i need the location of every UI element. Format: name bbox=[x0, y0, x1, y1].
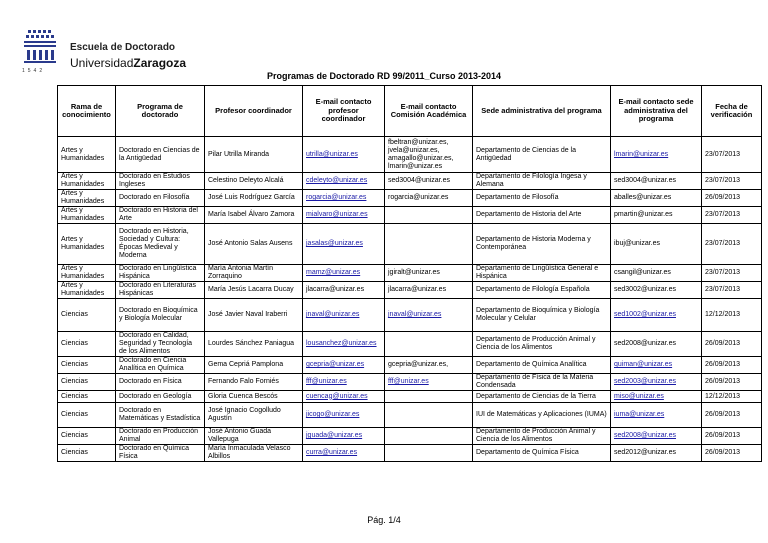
verification-date-cell: 23/07/2013 bbox=[702, 207, 762, 224]
column-header: Rama de conocimiento bbox=[58, 86, 116, 137]
admin-email-cell: aballes@unizar.es bbox=[611, 190, 702, 207]
verification-date-cell: 26/09/2013 bbox=[702, 445, 762, 462]
table-row bbox=[58, 428, 762, 445]
table-row bbox=[58, 282, 762, 299]
commission-email-cell: fbeltran@unizar.es, jvela@unizar.es, amagallo@unizar.es, lmarin@unizar.es bbox=[385, 137, 473, 173]
admin-email-cell: sed2008@unizar.es bbox=[611, 332, 702, 357]
admin-office-cell: IUI de Matemáticas y Aplicaciones (IUMA) bbox=[473, 403, 611, 428]
coordinator-cell: Gema Cepriá Pamplona bbox=[205, 357, 303, 374]
commission-email-cell bbox=[385, 224, 473, 265]
admin-office-cell: Departamento de Física de la Materia Condensada bbox=[473, 374, 611, 391]
admin-office-cell: Departamento de Ciencias de la Antigüedad bbox=[473, 137, 611, 173]
university-name: UniversidadZaragoza bbox=[70, 56, 187, 70]
commission-email-cell bbox=[385, 428, 473, 445]
commission-email-cell bbox=[385, 445, 473, 462]
commission-email-cell bbox=[385, 332, 473, 357]
branch-cell: Ciencias bbox=[58, 445, 116, 462]
verification-date-cell: 23/07/2013 bbox=[702, 282, 762, 299]
branch-cell: Ciencias bbox=[58, 332, 116, 357]
table-row bbox=[58, 299, 762, 332]
coordinator-cell: Lourdes Sánchez Paniagua bbox=[205, 332, 303, 357]
admin-office-cell: Departamento de Producción Animal y Ciencia de los Alimentos bbox=[473, 428, 611, 445]
coordinator-email-cell: jlacarra@unizar.es bbox=[303, 282, 385, 299]
branch-cell: Artes y Humanidades bbox=[58, 265, 116, 282]
coordinator-cell: Celestino Deleyto Alcalá bbox=[205, 173, 303, 190]
coordinator-email-link[interactable]: jicogo@unizar.es bbox=[303, 403, 385, 428]
admin-office-cell: Departamento de Filología Española bbox=[473, 282, 611, 299]
program-cell: Doctorado en Bioquímica y Biología Molecular bbox=[116, 299, 205, 332]
admin-email-cell: pmartin@unizar.es bbox=[611, 207, 702, 224]
coordinator-cell: Fernando Falo Forniés bbox=[205, 374, 303, 391]
verification-date-cell: 26/09/2013 bbox=[702, 357, 762, 374]
branch-cell: Artes y Humanidades bbox=[58, 207, 116, 224]
coordinator-cell: José Antonio Salas Ausens bbox=[205, 224, 303, 265]
branch-cell: Artes y Humanidades bbox=[58, 173, 116, 190]
commission-email-cell: gcepria@unizar.es, bbox=[385, 357, 473, 374]
admin-email-link[interactable]: miso@unizar.es bbox=[611, 391, 702, 403]
verification-date-cell: 12/12/2013 bbox=[702, 299, 762, 332]
admin-office-cell: Departamento de Producción Animal y Ciencia de los Alimentos bbox=[473, 332, 611, 357]
table-row bbox=[58, 224, 762, 265]
table-row bbox=[58, 391, 762, 403]
branch-cell: Ciencias bbox=[58, 428, 116, 445]
program-cell: Doctorado en Calidad, Seguridad y Tecnología de los Alimentos bbox=[116, 332, 205, 357]
admin-office-cell: Departamento de Filología Ingesa y Alemana bbox=[473, 173, 611, 190]
coordinator-email-link[interactable]: utrilla@unizar.es bbox=[303, 137, 385, 173]
admin-email-cell: ibuj@unizar.es bbox=[611, 224, 702, 265]
admin-email-link[interactable]: iuma@unizar.es bbox=[611, 403, 702, 428]
admin-email-link[interactable]: lmarin@unizar.es bbox=[611, 137, 702, 173]
table-row bbox=[58, 137, 762, 173]
coordinator-cell: María Isabel Álvaro Zamora bbox=[205, 207, 303, 224]
coordinator-email-link[interactable]: gcepria@unizar.es bbox=[303, 357, 385, 374]
commission-email-cell bbox=[385, 207, 473, 224]
admin-email-link[interactable]: sed2003@unizar.es bbox=[611, 374, 702, 391]
program-cell: Doctorado en Historia del Arte bbox=[116, 207, 205, 224]
program-cell: Doctorado en Química Física bbox=[116, 445, 205, 462]
verification-date-cell: 23/07/2013 bbox=[702, 173, 762, 190]
page-number: Pág. 1/4 bbox=[367, 515, 401, 525]
verification-date-cell: 26/09/2013 bbox=[702, 374, 762, 391]
verification-date-cell: 26/09/2013 bbox=[702, 428, 762, 445]
coordinator-email-link[interactable]: mialvaro@unizar.es bbox=[303, 207, 385, 224]
branch-cell: Ciencias bbox=[58, 374, 116, 391]
admin-office-cell: Departamento de Historia del Arte bbox=[473, 207, 611, 224]
table-row bbox=[58, 173, 762, 190]
table-header-row bbox=[58, 86, 762, 137]
table-row bbox=[58, 374, 762, 391]
coordinator-cell: José Luis Rodríguez García bbox=[205, 190, 303, 207]
admin-office-cell: Departamento de Química Física bbox=[473, 445, 611, 462]
admin-office-cell: Departamento de Lingüística General e Hispánica bbox=[473, 265, 611, 282]
program-cell: Doctorado en Geología bbox=[116, 391, 205, 403]
branch-cell: Ciencias bbox=[58, 391, 116, 403]
admin-email-link[interactable]: quiman@unizar.es bbox=[611, 357, 702, 374]
page-title: Programas de Doctorado RD 99/2011_Curso 2013-2014 bbox=[266, 71, 502, 81]
program-cell: Doctorado en Historia, Sociedad y Cultura: Épocas Medieval y Moderna bbox=[116, 224, 205, 265]
admin-email-link[interactable]: sed1002@unizar.es bbox=[611, 299, 702, 332]
column-header: Fecha de verificación bbox=[702, 86, 762, 137]
verification-date-cell: 26/09/2013 bbox=[702, 190, 762, 207]
column-header: Programa de doctorado bbox=[116, 86, 205, 137]
branch-cell: Artes y Humanidades bbox=[58, 137, 116, 173]
table-row bbox=[58, 265, 762, 282]
table-row bbox=[58, 403, 762, 428]
admin-office-cell: Departamento de Ciencias de la Tierra bbox=[473, 391, 611, 403]
coordinator-cell: María Inmaculada Velasco Albillos bbox=[205, 445, 303, 462]
program-cell: Doctorado en Lingüística Hispánica bbox=[116, 265, 205, 282]
verification-date-cell: 23/07/2013 bbox=[702, 265, 762, 282]
coordinator-cell: José Ignacio Cogolludo Agustín bbox=[205, 403, 303, 428]
column-header: E-mail contacto sede administrativa del programa bbox=[611, 86, 702, 137]
school-name: Escuela de Doctorado bbox=[70, 42, 176, 53]
coordinator-email-link[interactable]: rogarcia@unizar.es bbox=[303, 190, 385, 207]
commission-email-cell bbox=[385, 403, 473, 428]
branch-cell: Artes y Humanidades bbox=[58, 190, 116, 207]
coordinator-cell: Gloria Cuenca Bescós bbox=[205, 391, 303, 403]
column-header: Profesor coordinador bbox=[205, 86, 303, 137]
coordinator-cell: José Antonio Guada Vallepuga bbox=[205, 428, 303, 445]
coordinator-email-link[interactable]: cdeleyto@unizar.es bbox=[303, 173, 385, 190]
branch-cell: Ciencias bbox=[58, 357, 116, 374]
coordinator-cell: María Antonia Martín Zorraquino bbox=[205, 265, 303, 282]
table-row bbox=[58, 357, 762, 374]
column-header: Sede administrativa del programa bbox=[473, 86, 611, 137]
commission-email-link[interactable]: jnaval@unizar.es bbox=[385, 299, 473, 332]
program-cell: Doctorado en Matemáticas y Estadística bbox=[116, 403, 205, 428]
program-cell: Doctorado en Producción Animal bbox=[116, 428, 205, 445]
program-cell: Doctorado en Filosofía bbox=[116, 190, 205, 207]
branch-cell: Artes y Humanidades bbox=[58, 282, 116, 299]
branch-cell: Ciencias bbox=[58, 299, 116, 332]
program-cell: Doctorado en Ciencia Analítica en Química bbox=[116, 357, 205, 374]
coordinator-email-link[interactable]: jnaval@unizar.es bbox=[303, 299, 385, 332]
commission-email-cell: sed3004@unizar.es bbox=[385, 173, 473, 190]
admin-office-cell: Departamento de Química Analítica bbox=[473, 357, 611, 374]
commission-email-cell bbox=[385, 391, 473, 403]
coordinator-email-link[interactable]: curra@unizar.es bbox=[303, 445, 385, 462]
admin-email-cell: sed3002@unizar.es bbox=[611, 282, 702, 299]
founding-year: 1542 bbox=[22, 68, 46, 74]
commission-email-cell: jgiralt@unizar.es bbox=[385, 265, 473, 282]
commission-email-link[interactable]: fff@unizar.es bbox=[385, 374, 473, 391]
column-header: E-mail contacto Comisión Académica bbox=[385, 86, 473, 137]
admin-office-cell: Departamento de Filosofía bbox=[473, 190, 611, 207]
verification-date-cell: 26/09/2013 bbox=[702, 332, 762, 357]
admin-email-cell: sed2012@unizar.es bbox=[611, 445, 702, 462]
coordinator-cell: Pilar Utrilla Miranda bbox=[205, 137, 303, 173]
admin-email-cell: sed3004@unizar.es bbox=[611, 173, 702, 190]
verification-date-cell: 23/07/2013 bbox=[702, 137, 762, 173]
program-cell: Doctorado en Estudios Ingleses bbox=[116, 173, 205, 190]
admin-office-cell: Departamento de Bioquímica y Biología Molecular y Celular bbox=[473, 299, 611, 332]
coordinator-email-link[interactable]: jguada@unizar.es bbox=[303, 428, 385, 445]
program-cell: Doctorado en Literaturas Hispánicas bbox=[116, 282, 205, 299]
table-row bbox=[58, 207, 762, 224]
branch-cell: Ciencias bbox=[58, 403, 116, 428]
coordinator-email-link[interactable]: mamz@unizar.es bbox=[303, 265, 385, 282]
verification-date-cell: 26/09/2013 bbox=[702, 403, 762, 428]
program-cell: Doctorado en Física bbox=[116, 374, 205, 391]
table-row bbox=[58, 445, 762, 462]
verification-date-cell: 12/12/2013 bbox=[702, 391, 762, 403]
coordinator-email-link[interactable]: fff@unizar.es bbox=[303, 374, 385, 391]
branch-cell: Artes y Humanidades bbox=[58, 224, 116, 265]
column-header: E-mail contacto profesor coordinador bbox=[303, 86, 385, 137]
commission-email-cell: rogarcia@unizar.es bbox=[385, 190, 473, 207]
coordinator-cell: José Javier Naval Iraberri bbox=[205, 299, 303, 332]
verification-date-cell: 23/07/2013 bbox=[702, 224, 762, 265]
coordinator-email-link[interactable]: jasalas@unizar.es bbox=[303, 224, 385, 265]
table-row bbox=[58, 190, 762, 207]
table-row bbox=[58, 332, 762, 357]
crest-icon bbox=[22, 28, 62, 72]
admin-office-cell: Departamento de Historia Moderna y Contemporánea bbox=[473, 224, 611, 265]
coordinator-cell: María Jesús Lacarra Ducay bbox=[205, 282, 303, 299]
coordinator-email-link[interactable]: cuencag@unizar.es bbox=[303, 391, 385, 403]
coordinator-email-link[interactable]: lousanchez@unizar.es bbox=[303, 332, 385, 357]
admin-email-cell: csangil@unizar.es bbox=[611, 265, 702, 282]
university-logo bbox=[22, 28, 192, 74]
commission-email-cell: jlacarra@unizar.es bbox=[385, 282, 473, 299]
programs-table bbox=[57, 85, 762, 462]
program-cell: Doctorado en Ciencias de la Antigüedad bbox=[116, 137, 205, 173]
admin-email-link[interactable]: sed2008@unizar.es bbox=[611, 428, 702, 445]
